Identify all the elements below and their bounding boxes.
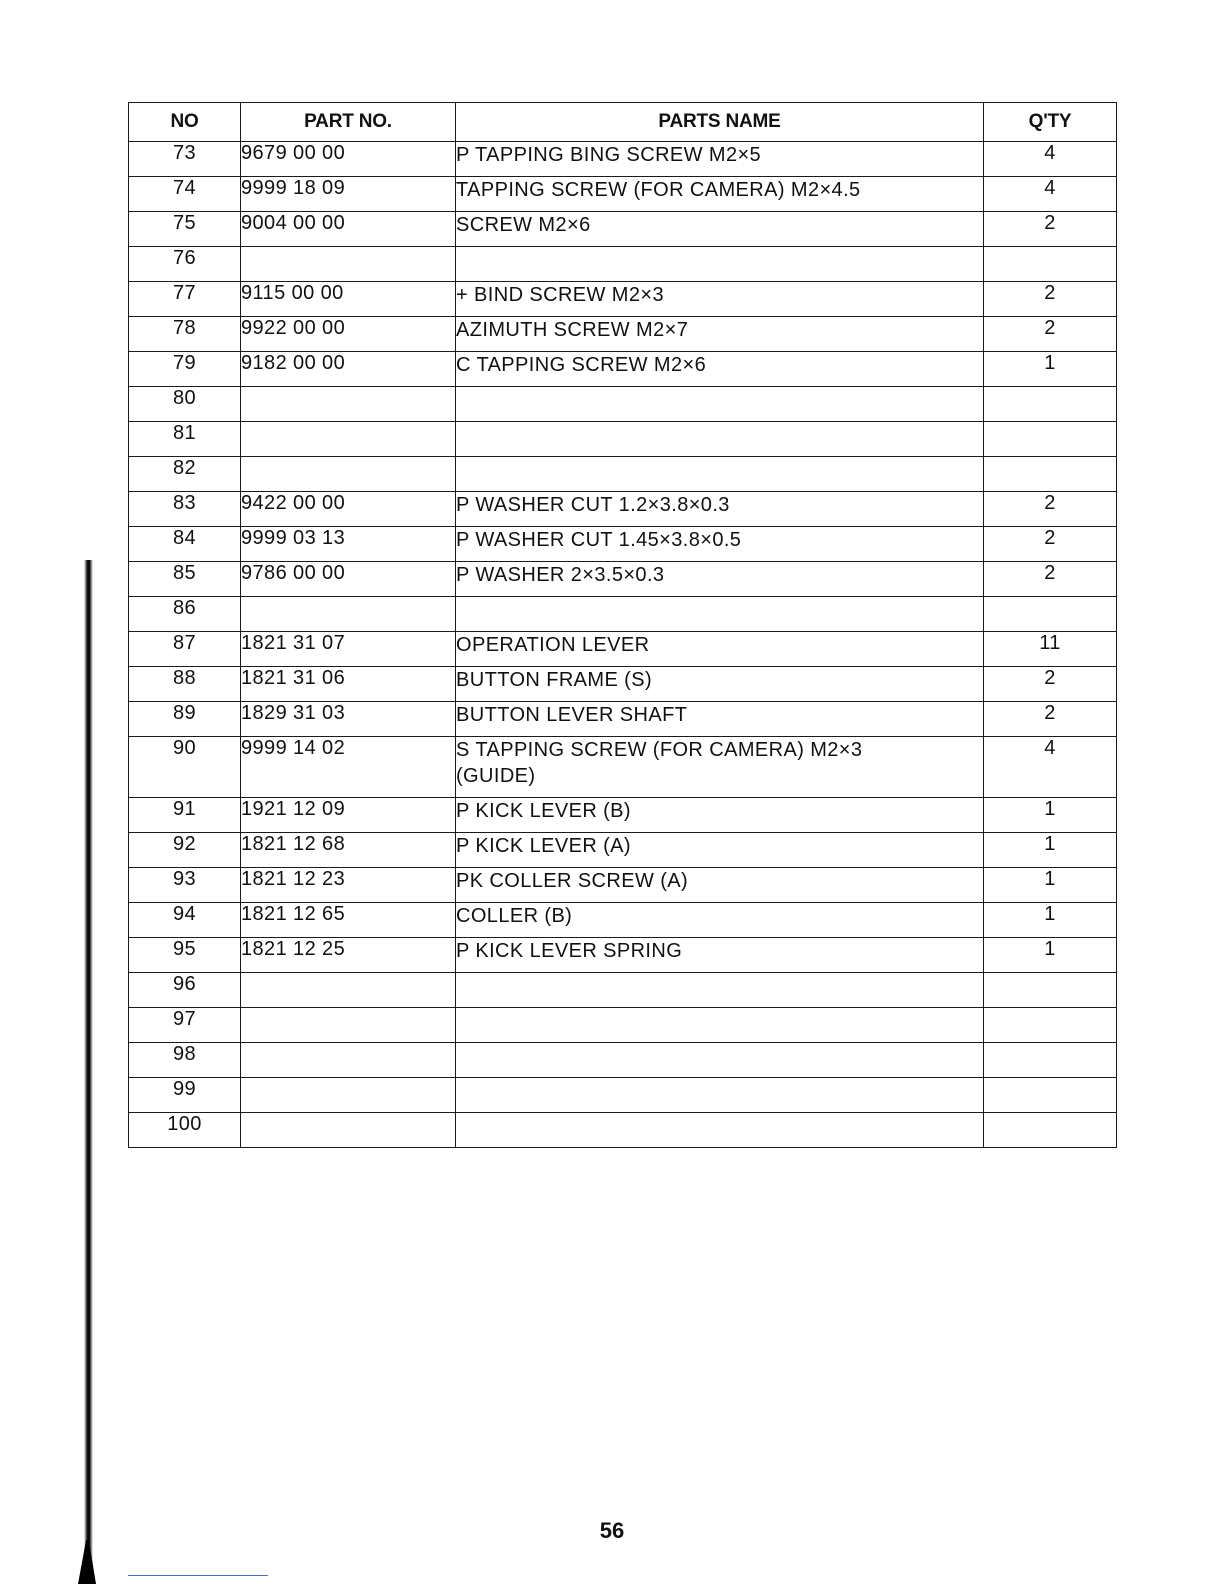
- row-no-cell: 95: [129, 938, 241, 973]
- row-no-cell: 73: [129, 142, 241, 177]
- row-parts-name-cell: C TAPPING SCREW M2×6: [456, 352, 984, 387]
- row-no-cell: 84: [129, 527, 241, 562]
- row-qty-cell: 2: [984, 282, 1117, 317]
- row-no-cell: 97: [129, 1008, 241, 1043]
- row-part-no-cell: 1821 12 68: [241, 833, 456, 868]
- table-row: [129, 317, 1117, 352]
- page-number: 56: [599, 1518, 625, 1543]
- table-row: [129, 422, 1117, 457]
- table-row: [129, 352, 1117, 387]
- row-parts-name-cell: [456, 247, 984, 282]
- header-qty: Q'TY: [984, 103, 1117, 142]
- table-row: [129, 632, 1117, 667]
- row-no-cell: 78: [129, 317, 241, 352]
- row-part-no-cell: 9182 00 00: [241, 352, 456, 387]
- row-part-no-cell: 9679 00 00: [241, 142, 456, 177]
- row-part-no-cell: 1829 31 03: [241, 702, 456, 737]
- row-no-cell: 93: [129, 868, 241, 903]
- row-no-cell: 92: [129, 833, 241, 868]
- row-parts-name-cell: TAPPING SCREW (FOR CAMERA) M2×4.5: [456, 177, 984, 212]
- row-qty-cell: 2: [984, 317, 1117, 352]
- row-qty-cell: 2: [984, 667, 1117, 702]
- row-qty-cell: 2: [984, 702, 1117, 737]
- row-part-no-cell: 1821 12 23: [241, 868, 456, 903]
- parts-table-body: [129, 142, 1117, 1148]
- row-qty-cell: 1: [984, 798, 1117, 833]
- row-qty-cell: 1: [984, 938, 1117, 973]
- row-parts-name-cell: P KICK LEVER (A): [456, 833, 984, 868]
- row-part-no-cell: [241, 1078, 456, 1113]
- row-no-cell: 99: [129, 1078, 241, 1113]
- row-parts-name-cell: COLLER (B): [456, 903, 984, 938]
- row-parts-name-cell: PK COLLER SCREW (A): [456, 868, 984, 903]
- row-parts-name-cell: AZIMUTH SCREW M2×7: [456, 317, 984, 352]
- table-row: [129, 282, 1117, 317]
- row-part-no-cell: 9999 03 13: [241, 527, 456, 562]
- table-row: [129, 973, 1117, 1008]
- row-part-no-cell: [241, 973, 456, 1008]
- row-qty-cell: 11: [984, 632, 1117, 667]
- row-parts-name-cell: [456, 597, 984, 632]
- row-part-no-cell: 1821 31 06: [241, 667, 456, 702]
- row-part-no-cell: [241, 387, 456, 422]
- table-row: [129, 833, 1117, 868]
- row-no-cell: 91: [129, 798, 241, 833]
- table-row: [129, 247, 1117, 282]
- table-row: [129, 387, 1117, 422]
- row-part-no-cell: 9999 14 02: [241, 737, 456, 798]
- row-no-cell: 90: [129, 737, 241, 798]
- table-row: [129, 142, 1117, 177]
- table-row: [129, 562, 1117, 597]
- row-no-cell: 81: [129, 422, 241, 457]
- row-no-cell: 94: [129, 903, 241, 938]
- row-parts-name-cell: [456, 973, 984, 1008]
- row-no-cell: 88: [129, 667, 241, 702]
- table-row: [129, 177, 1117, 212]
- row-part-no-cell: 9999 18 09: [241, 177, 456, 212]
- row-no-cell: 82: [129, 457, 241, 492]
- row-no-cell: 96: [129, 973, 241, 1008]
- row-parts-name-cell: P WASHER CUT 1.2×3.8×0.3: [456, 492, 984, 527]
- row-part-no-cell: 9422 00 00: [241, 492, 456, 527]
- row-parts-name-cell: SCREW M2×6: [456, 212, 984, 247]
- row-no-cell: 76: [129, 247, 241, 282]
- row-parts-name-cell: [456, 1008, 984, 1043]
- row-qty-cell: 1: [984, 352, 1117, 387]
- row-part-no-cell: 1821 12 65: [241, 903, 456, 938]
- header-no: NO: [129, 103, 241, 142]
- row-parts-name-cell: P KICK LEVER SPRING: [456, 938, 984, 973]
- row-no-cell: 74: [129, 177, 241, 212]
- row-no-cell: 83: [129, 492, 241, 527]
- row-parts-name-cell: [456, 1043, 984, 1078]
- row-no-cell: 79: [129, 352, 241, 387]
- table-row: [129, 1043, 1117, 1078]
- table-row: [129, 737, 1117, 798]
- table-row: [129, 798, 1117, 833]
- header-parts-name: PARTS NAME: [456, 103, 984, 142]
- row-qty-cell: [984, 1043, 1117, 1078]
- row-part-no-cell: 9922 00 00: [241, 317, 456, 352]
- row-parts-name-cell: S TAPPING SCREW (FOR CAMERA) M2×3 (GUIDE): [456, 737, 984, 798]
- table-row: [129, 1113, 1117, 1148]
- row-qty-cell: [984, 457, 1117, 492]
- table-row: [129, 1008, 1117, 1043]
- scan-binding-edge-foot: [78, 1540, 96, 1584]
- table-row: [129, 212, 1117, 247]
- row-no-cell: 100: [129, 1113, 241, 1148]
- row-qty-cell: 4: [984, 737, 1117, 798]
- row-qty-cell: [984, 973, 1117, 1008]
- table-row: [129, 492, 1117, 527]
- scan-binding-edge: [84, 560, 93, 1584]
- table-row: [129, 702, 1117, 737]
- parts-table-header: [129, 103, 1117, 142]
- header-part-no: PART NO.: [241, 103, 456, 142]
- row-parts-name-cell: P KICK LEVER (B): [456, 798, 984, 833]
- row-parts-name-cell: OPERATION LEVER: [456, 632, 984, 667]
- row-qty-cell: 2: [984, 527, 1117, 562]
- row-no-cell: 87: [129, 632, 241, 667]
- row-parts-name-cell: BUTTON FRAME (S): [456, 667, 984, 702]
- row-no-cell: 89: [129, 702, 241, 737]
- row-part-no-cell: [241, 422, 456, 457]
- table-row: [129, 1078, 1117, 1113]
- row-qty-cell: 2: [984, 212, 1117, 247]
- row-qty-cell: 1: [984, 903, 1117, 938]
- row-qty-cell: [984, 422, 1117, 457]
- row-parts-name-cell: [456, 1113, 984, 1148]
- row-parts-name-cell: [456, 387, 984, 422]
- table-row: [129, 938, 1117, 973]
- table-row: [129, 597, 1117, 632]
- row-qty-cell: 4: [984, 177, 1117, 212]
- row-parts-name-cell: P WASHER CUT 1.45×3.8×0.5: [456, 527, 984, 562]
- row-part-no-cell: 1821 31 07: [241, 632, 456, 667]
- row-part-no-cell: [241, 457, 456, 492]
- table-row: [129, 903, 1117, 938]
- row-parts-name-cell: + BIND SCREW M2×3: [456, 282, 984, 317]
- row-parts-name-cell: [456, 422, 984, 457]
- parts-list-table: [128, 102, 1117, 1148]
- row-parts-name-cell: [456, 457, 984, 492]
- row-qty-cell: [984, 1078, 1117, 1113]
- row-no-cell: 75: [129, 212, 241, 247]
- row-qty-cell: 4: [984, 142, 1117, 177]
- row-parts-name-cell: [456, 1078, 984, 1113]
- row-part-no-cell: 1921 12 09: [241, 798, 456, 833]
- row-qty-cell: [984, 597, 1117, 632]
- row-part-no-cell: 9115 00 00: [241, 282, 456, 317]
- table-row: [129, 667, 1117, 702]
- scan-underline-mark: [128, 1575, 268, 1576]
- row-qty-cell: [984, 1113, 1117, 1148]
- row-qty-cell: [984, 247, 1117, 282]
- row-part-no-cell: [241, 597, 456, 632]
- row-qty-cell: [984, 387, 1117, 422]
- row-qty-cell: 2: [984, 492, 1117, 527]
- row-part-no-cell: 9786 00 00: [241, 562, 456, 597]
- row-parts-name-cell: P TAPPING BING SCREW M2×5: [456, 142, 984, 177]
- table-row: [129, 457, 1117, 492]
- row-qty-cell: 2: [984, 562, 1117, 597]
- row-no-cell: 86: [129, 597, 241, 632]
- row-part-no-cell: [241, 1113, 456, 1148]
- row-parts-name-cell: BUTTON LEVER SHAFT: [456, 702, 984, 737]
- row-no-cell: 80: [129, 387, 241, 422]
- row-no-cell: 77: [129, 282, 241, 317]
- row-part-no-cell: [241, 247, 456, 282]
- row-parts-name-cell: P WASHER 2×3.5×0.3: [456, 562, 984, 597]
- row-part-no-cell: 9004 00 00: [241, 212, 456, 247]
- table-row: [129, 527, 1117, 562]
- row-no-cell: 98: [129, 1043, 241, 1078]
- row-part-no-cell: [241, 1008, 456, 1043]
- row-qty-cell: [984, 1008, 1117, 1043]
- table-row: [129, 868, 1117, 903]
- row-part-no-cell: 1821 12 25: [241, 938, 456, 973]
- header-row: [129, 103, 1117, 142]
- row-qty-cell: 1: [984, 868, 1117, 903]
- row-qty-cell: 1: [984, 833, 1117, 868]
- row-no-cell: 85: [129, 562, 241, 597]
- row-part-no-cell: [241, 1043, 456, 1078]
